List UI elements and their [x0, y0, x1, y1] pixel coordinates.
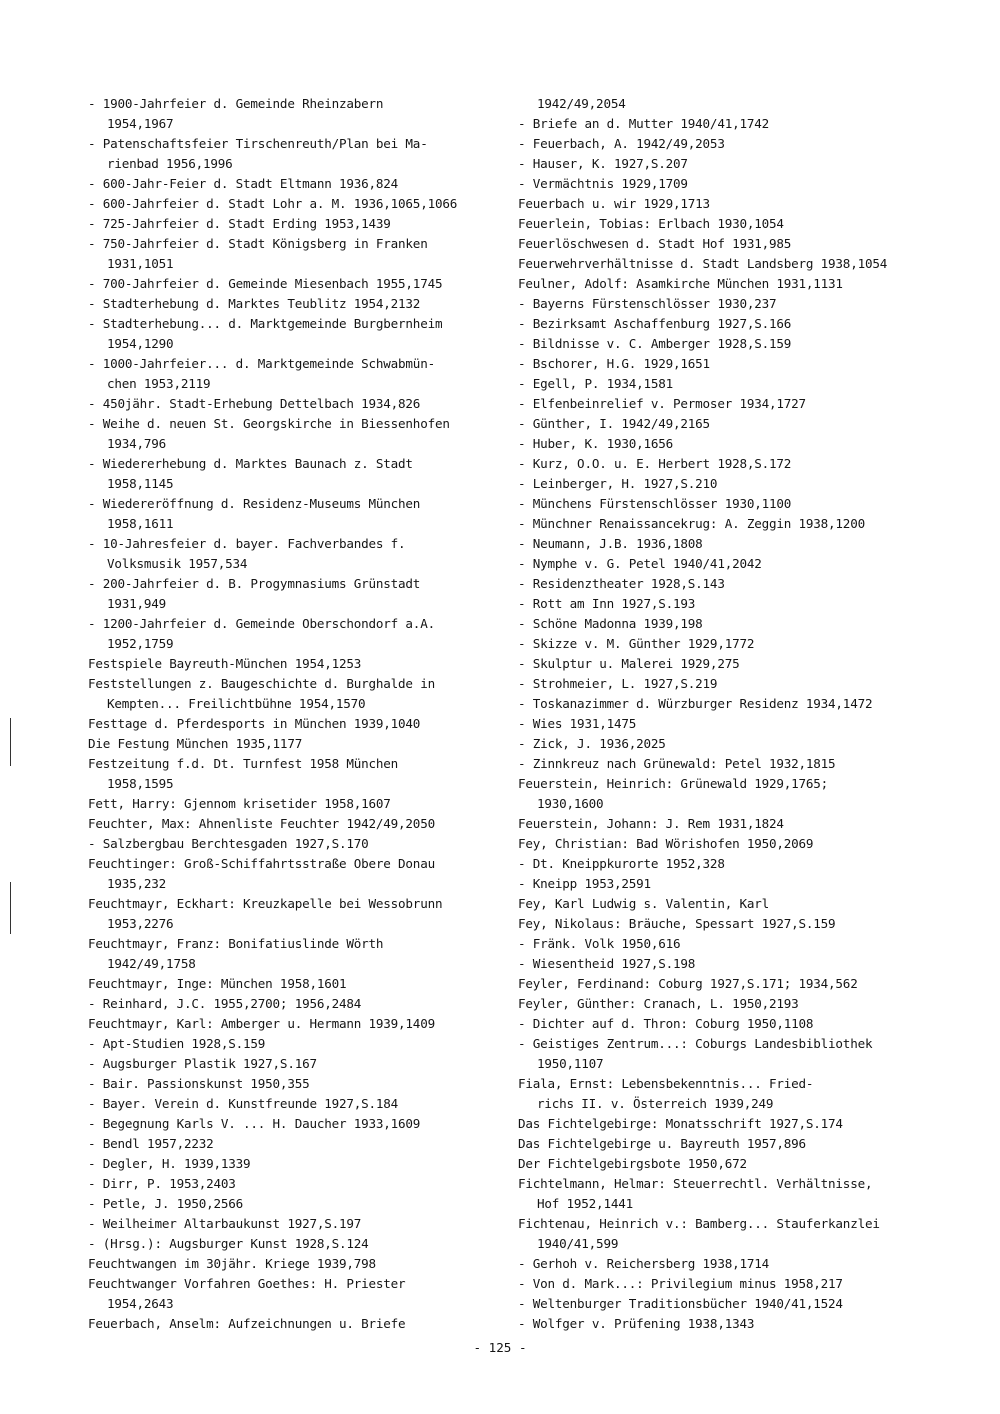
index-entry-line: Feuerbach u. wir 1929,1713: [518, 196, 710, 211]
index-entry: [88, 414, 498, 454]
index-entry: [518, 1254, 968, 1274]
index-entry-line: - 1200-Jahrfeier d. Gemeinde Oberschondorf a.A.: [88, 616, 435, 631]
index-entry-line: - Wiesentheid 1927,S.198: [518, 956, 696, 971]
index-entry-line: Das Fichtelgebirge u. Bayreuth 1957,896: [518, 1136, 806, 1151]
index-entry: [518, 1074, 968, 1114]
index-entry-line: Feuchtmayr, Inge: München 1958,1601: [88, 976, 347, 991]
index-entry-line: - Münchner Renaissancekrug: A. Zeggin 1938,1200: [518, 516, 865, 531]
index-entry-line: - Wiedererhebung d. Marktes Baunach z. Stadt: [88, 456, 413, 471]
index-entry: [518, 454, 968, 474]
index-entry-line: 1958,1145: [107, 476, 174, 491]
index-entry-line: Festspiele Bayreuth-München 1954,1253: [88, 656, 362, 671]
index-entry-line: - Zinnkreuz nach Grünewald: Petel 1932,1815: [518, 756, 836, 771]
index-entry-line: - Skulptur u. Malerei 1929,275: [518, 656, 740, 671]
index-entry-line: - (Hrsg.): Augsburger Kunst 1928,S.124: [88, 1236, 369, 1251]
index-entry-line: - Kurz, O.O. u. E. Herbert 1928,S.172: [518, 456, 792, 471]
index-entry-line: - Hauser, K. 1927,S.207: [518, 156, 688, 171]
index-entry: [518, 1294, 968, 1314]
index-entry: [518, 94, 968, 114]
index-entry: [518, 294, 968, 314]
index-entry-line: - Bayer. Verein d. Kunstfreunde 1927,S.184: [88, 1096, 399, 1111]
index-entry-line: 1958,1595: [107, 776, 174, 791]
index-entry: [88, 1014, 498, 1034]
index-entry: [518, 214, 968, 234]
index-entry-line: - Degler, H. 1939,1339: [88, 1156, 251, 1171]
index-entry: [88, 314, 498, 354]
index-entry: [518, 274, 968, 294]
index-entry-line: - Salzbergbau Berchtesgaden 1927,S.170: [88, 836, 369, 851]
index-entry-line: Volksmusik 1957,534: [107, 556, 248, 571]
index-entry: [518, 114, 968, 134]
index-entry-line: Kempten... Freilichtbühne 1954,1570: [107, 696, 366, 711]
index-entry: [518, 414, 968, 434]
index-entry-line: - Bschorer, H.G. 1929,1651: [518, 356, 710, 371]
index-entry-line: 1930,1600: [537, 796, 604, 811]
index-entry-line: Feuchtmayr, Eckhart: Kreuzkapelle bei Wessobrunn: [88, 896, 443, 911]
index-entry-line: - Stadterhebung d. Marktes Teublitz 1954,2132: [88, 296, 421, 311]
index-entry-line: 1935,232: [107, 876, 167, 891]
index-entry-line: - Fränk. Volk 1950,616: [518, 936, 681, 951]
index-entry: [518, 154, 968, 174]
index-entry: [518, 394, 968, 414]
index-entry-line: - Weltenburger Traditionsbücher 1940/41,1524: [518, 1296, 843, 1311]
index-entry-line: - Apt-Studien 1928,S.159: [88, 1036, 266, 1051]
index-entry: [518, 634, 968, 654]
index-entry-line: - Geistiges Zentrum...: Coburgs Landesbibliothek: [518, 1036, 873, 1051]
index-entry: [518, 774, 968, 814]
index-entry-line: - Huber, K. 1930,1656: [518, 436, 674, 451]
index-entry-line: Feststellungen z. Baugeschichte d. Burghalde in: [88, 676, 435, 691]
index-entry-line: Hof 1952,1441: [537, 1196, 633, 1211]
index-entry-line: Fiala, Ernst: Lebensbekenntnis... Fried-: [518, 1076, 814, 1091]
index-entry-line: - 725-Jahrfeier d. Stadt Erding 1953,1439: [88, 216, 391, 231]
index-entry: [88, 994, 498, 1014]
index-entry: [88, 614, 498, 654]
index-entry: [88, 714, 498, 734]
index-entry: [518, 234, 968, 254]
index-entry: [88, 394, 498, 414]
index-entry: [88, 174, 498, 194]
index-entry-line: - Egell, P. 1934,1581: [518, 376, 674, 391]
index-entry: [88, 1174, 498, 1194]
index-entry: [518, 1314, 968, 1334]
index-entry: [88, 534, 498, 574]
right-column: [518, 94, 968, 1334]
index-entry: [518, 874, 968, 894]
index-entry-line: - Petle, J. 1950,2566: [88, 1196, 244, 1211]
index-entry-line: Feuerbach, Anselm: Aufzeichnungen u. Briefe: [88, 1316, 406, 1331]
index-entry: [88, 1134, 498, 1154]
index-entry-line: - Toskanazimmer d. Würzburger Residenz 1934,1472: [518, 696, 873, 711]
index-entry-line: - Briefe an d. Mutter 1940/41,1742: [518, 116, 769, 131]
index-entry-line: - Leinberger, H. 1927,S.210: [518, 476, 718, 491]
index-entry-line: Fey, Nikolaus: Bräuche, Spessart 1927,S.159: [518, 916, 836, 931]
index-entry: [518, 1274, 968, 1294]
index-entry-line: - Schöne Madonna 1939,198: [518, 616, 703, 631]
index-entry: [88, 1114, 498, 1134]
index-entry-line: rienbad 1956,1996: [107, 156, 233, 171]
index-entry: [88, 814, 498, 834]
index-entry: [88, 894, 498, 934]
index-entry: [518, 334, 968, 354]
index-entry: [518, 754, 968, 774]
index-entry: [88, 294, 498, 314]
index-entry-line: Fey, Christian: Bad Wörishofen 1950,2069: [518, 836, 814, 851]
index-entry-line: 1952,1759: [107, 636, 174, 651]
index-entry-line: - Skizze v. M. Günther 1929,1772: [518, 636, 755, 651]
index-entry-line: 1931,949: [107, 596, 167, 611]
index-entry: [518, 494, 968, 514]
index-entry: [88, 1054, 498, 1074]
index-entry-line: 1934,796: [107, 436, 167, 451]
index-entry-line: Feuerstein, Johann: J. Rem 1931,1824: [518, 816, 784, 831]
margin-mark: [10, 882, 11, 934]
index-entry-line: 1940/41,599: [537, 1236, 619, 1251]
index-entry: [518, 174, 968, 194]
index-entry-line: - Feuerbach, A. 1942/49,2053: [518, 136, 725, 151]
index-entry: [88, 1234, 498, 1254]
index-entry: [88, 234, 498, 274]
index-entry-line: - 600-Jahrfeier d. Stadt Lohr a. M. 1936,1065,1066: [88, 196, 458, 211]
index-entry-line: Feuchtmayr, Karl: Amberger u. Hermann 1939,1409: [88, 1016, 435, 1031]
index-entry-line: Feuerlein, Tobias: Erlbach 1930,1054: [518, 216, 784, 231]
index-entry-line: - Neumann, J.B. 1936,1808: [518, 536, 703, 551]
index-entry: [518, 1034, 968, 1074]
index-entry-line: Feuchtinger: Groß-Schiffahrtsstraße Obere Donau: [88, 856, 435, 871]
index-entry-line: - 700-Jahrfeier d. Gemeinde Miesenbach 1955,1745: [88, 276, 443, 291]
index-entry-line: chen 1953,2119: [107, 376, 211, 391]
index-entry-line: Feuchtmayr, Franz: Bonifatiuslinde Wörth: [88, 936, 384, 951]
index-entry: [88, 754, 498, 794]
index-entry: [518, 854, 968, 874]
index-entry: [518, 1114, 968, 1134]
index-entry-line: Fichtenau, Heinrich v.: Bamberg... Stauferkanzlei: [518, 1216, 880, 1231]
index-entry-line: - 1000-Jahrfeier... d. Marktgemeinde Schwabmün-: [88, 356, 435, 371]
index-entry-line: Die Festung München 1935,1177: [88, 736, 303, 751]
index-entry-line: 1942/49,2054: [537, 96, 626, 111]
index-entry: [518, 834, 968, 854]
index-entry-line: Feulner, Adolf: Asamkirche München 1931,1131: [518, 276, 843, 291]
index-entry-line: Fichtelmann, Helmar: Steuerrechtl. Verhältnisse,: [518, 1176, 873, 1191]
index-entry: [518, 614, 968, 634]
index-entry-line: - Gerhoh v. Reichersberg 1938,1714: [518, 1256, 769, 1271]
index-entry: [518, 1174, 968, 1214]
index-entry: [518, 734, 968, 754]
index-entry-line: Der Fichtelgebirgsbote 1950,672: [518, 1156, 747, 1171]
page-number: - 125 -: [473, 1340, 527, 1355]
index-entry: [88, 834, 498, 854]
left-column: [88, 94, 498, 1334]
index-entry-line: 1954,1967: [107, 116, 174, 131]
index-entry: [518, 674, 968, 694]
index-entry-line: Feuchtwanger Vorfahren Goethes: H. Priester: [88, 1276, 406, 1291]
index-entry-line: - Kneipp 1953,2591: [518, 876, 651, 891]
index-entry: [88, 734, 498, 754]
index-entry-line: - Münchens Fürstenschlösser 1930,1100: [518, 496, 792, 511]
index-entry-line: - Dt. Kneippkurorte 1952,328: [518, 856, 725, 871]
index-entry: [518, 554, 968, 574]
index-entry: [88, 654, 498, 674]
index-entry-line: - Bendl 1957,2232: [88, 1136, 214, 1151]
index-entry-line: Feyler, Ferdinand: Coburg 1927,S.171; 1934,562: [518, 976, 858, 991]
index-entry-line: - Zick, J. 1936,2025: [518, 736, 666, 751]
index-entry: [518, 134, 968, 154]
index-entry-line: 1954,2643: [107, 1296, 174, 1311]
index-entry-line: - Stadterhebung... d. Marktgemeinde Burgbernheim: [88, 316, 443, 331]
index-entry-line: 1958,1611: [107, 516, 174, 531]
index-entry: [518, 974, 968, 994]
index-entry: [88, 134, 498, 174]
index-entry-line: - Bair. Passionskunst 1950,355: [88, 1076, 310, 1091]
index-entry: [88, 354, 498, 394]
index-entry-line: - Rott am Inn 1927,S.193: [518, 596, 696, 611]
index-entry-line: Fett, Harry: Gjennom krisetider 1958,1607: [88, 796, 391, 811]
index-entry-line: - Reinhard, J.C. 1955,2700; 1956,2484: [88, 996, 362, 1011]
index-entry: [88, 1214, 498, 1234]
index-entry: [88, 934, 498, 974]
index-entry-line: - Dichter auf d. Thron: Coburg 1950,1108: [518, 1016, 814, 1031]
index-entry: [88, 1074, 498, 1094]
index-entry: [518, 1214, 968, 1254]
index-entry-line: 1953,2276: [107, 916, 174, 931]
index-entry: [88, 574, 498, 614]
index-entry: [518, 434, 968, 454]
index-entry-line: - 600-Jahr-Feier d. Stadt Eltmann 1936,824: [88, 176, 399, 191]
index-entry: [518, 914, 968, 934]
index-entry: [518, 1134, 968, 1154]
index-entry-line: - Residenztheater 1928,S.143: [518, 576, 725, 591]
index-entry-line: Festzeitung f.d. Dt. Turnfest 1958 München: [88, 756, 399, 771]
index-entry-line: - Bayerns Fürstenschlösser 1930,237: [518, 296, 777, 311]
index-entry: [88, 94, 498, 134]
margin-mark: [10, 718, 11, 766]
index-entry: [88, 794, 498, 814]
index-entry-line: - 1900-Jahrfeier d. Gemeinde Rheinzabern: [88, 96, 384, 111]
index-entry: [518, 694, 968, 714]
index-entry: [518, 654, 968, 674]
index-entry-line: - Wolfger v. Prüfening 1938,1343: [518, 1316, 755, 1331]
index-entry: [518, 1014, 968, 1034]
index-entry: [518, 514, 968, 534]
index-entry: [518, 314, 968, 334]
index-entry-line: Fey, Karl Ludwig s. Valentin, Karl: [518, 896, 769, 911]
index-entry-line: - 450jähr. Stadt-Erhebung Dettelbach 1934,826: [88, 396, 421, 411]
index-entry: [518, 534, 968, 554]
index-entry: [518, 994, 968, 1014]
index-entry-line: - Günther, I. 1942/49,2165: [518, 416, 710, 431]
index-entry-line: Feuchter, Max: Ahnenliste Feuchter 1942/49,2050: [88, 816, 435, 831]
index-entry: [518, 934, 968, 954]
index-entry-line: Feuerlöschwesen d. Stadt Hof 1931,985: [518, 236, 792, 251]
index-entry-line: - Begegnung Karls V. ... H. Daucher 1933,1609: [88, 1116, 421, 1131]
index-entry-line: Festtage d. Pferdesports in München 1939,1040: [88, 716, 421, 731]
index-entry-line: - Von d. Mark...: Privilegium minus 1958,217: [518, 1276, 843, 1291]
index-entry-line: Feuerwehrverhältnisse d. Stadt Landsberg 1938,1054: [518, 256, 888, 271]
index-entry: [88, 214, 498, 234]
index-entry: [518, 954, 968, 974]
index-entry-line: Feuchtwangen im 30jähr. Kriege 1939,798: [88, 1256, 376, 1271]
index-entry-line: - Patenschaftsfeier Tirschenreuth/Plan bei Ma-: [88, 136, 428, 151]
index-entry: [88, 1274, 498, 1314]
index-entry-line: 1954,1290: [107, 336, 174, 351]
index-entry: [88, 454, 498, 494]
index-entry: [518, 714, 968, 734]
index-entry: [518, 354, 968, 374]
index-entry-line: - 750-Jahrfeier d. Stadt Königsberg in Franken: [88, 236, 428, 251]
index-entry: [518, 474, 968, 494]
index-entry: [518, 374, 968, 394]
index-entry: [88, 1314, 498, 1334]
index-entry-line: - Dirr, P. 1953,2403: [88, 1176, 236, 1191]
index-entry: [88, 1094, 498, 1114]
index-entry: [88, 1194, 498, 1214]
index-entry-line: - Wiedereröffnung d. Residenz-Museums München: [88, 496, 421, 511]
index-entry-line: 1950,1107: [537, 1056, 604, 1071]
index-entry-line: - Bezirksamt Aschaffenburg 1927,S.166: [518, 316, 792, 331]
index-entry: [88, 1154, 498, 1174]
index-entry-line: - Elfenbeinrelief v. Permoser 1934,1727: [518, 396, 806, 411]
index-entry-line: - 200-Jahrfeier d. B. Progymnasiums Grünstadt: [88, 576, 421, 591]
index-entry: [518, 574, 968, 594]
index-entry: [88, 494, 498, 534]
index-entry-line: Das Fichtelgebirge: Monatsschrift 1927,S.174: [518, 1116, 843, 1131]
index-entry-line: - Nymphe v. G. Petel 1940/41,2042: [518, 556, 762, 571]
index-entry-line: 1942/49,1758: [107, 956, 196, 971]
index-entry-line: - Weihe d. neuen St. Georgskirche in Biessenhofen: [88, 416, 450, 431]
index-entry: [88, 1254, 498, 1274]
index-entry-line: - Weilheimer Altarbaukunst 1927,S.197: [88, 1216, 362, 1231]
index-entry: [88, 1034, 498, 1054]
index-entry-line: - 10-Jahresfeier d. bayer. Fachverbandes f.: [88, 536, 406, 551]
index-entry-line: richs II. v. Österreich 1939,249: [537, 1096, 774, 1111]
index-entry: [88, 974, 498, 994]
index-entry: [88, 194, 498, 214]
index-entry: [518, 254, 968, 274]
index-entry-line: Feyler, Günther: Cranach, L. 1950,2193: [518, 996, 799, 1011]
index-entry: [88, 674, 498, 714]
index-entry: [518, 594, 968, 614]
index-entry-line: - Wies 1931,1475: [518, 716, 637, 731]
index-entry-line: - Augsburger Plastik 1927,S.167: [88, 1056, 317, 1071]
index-entry-line: Feuerstein, Heinrich: Grünewald 1929,1765;: [518, 776, 829, 791]
index-entry: [518, 894, 968, 914]
index-entry-line: 1931,1051: [107, 256, 174, 271]
index-entry: [518, 1154, 968, 1174]
index-entry-line: - Bildnisse v. C. Amberger 1928,S.159: [518, 336, 792, 351]
index-entry-line: - Strohmeier, L. 1927,S.219: [518, 676, 718, 691]
index-entry: [518, 194, 968, 214]
index-entry: [518, 814, 968, 834]
index-entry: [88, 274, 498, 294]
index-entry: [88, 854, 498, 894]
index-entry-line: - Vermächtnis 1929,1709: [518, 176, 688, 191]
